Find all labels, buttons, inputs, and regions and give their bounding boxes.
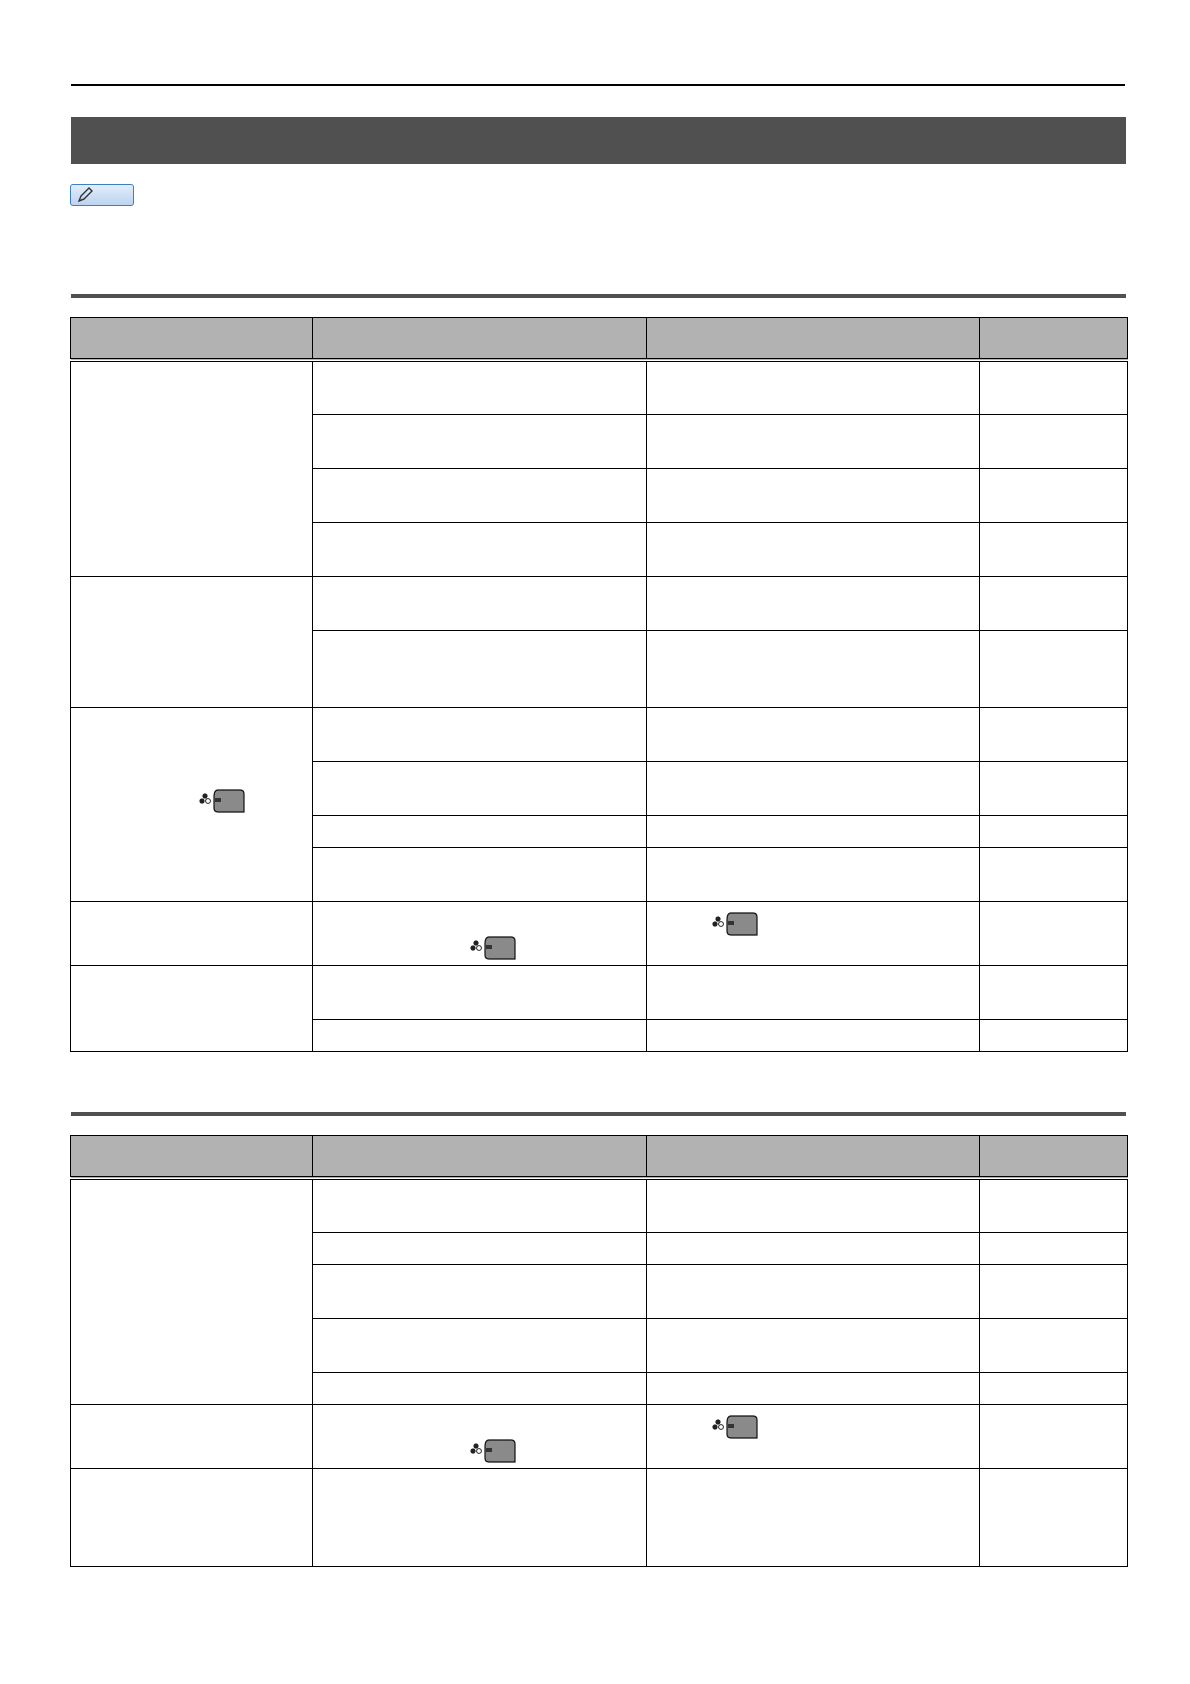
table-cell bbox=[647, 468, 980, 522]
table-cell bbox=[980, 815, 1128, 847]
table-cell bbox=[313, 847, 647, 901]
column-header bbox=[980, 1136, 1128, 1179]
table-cell bbox=[647, 815, 980, 847]
table-cell bbox=[647, 901, 980, 965]
section-2-table bbox=[70, 1135, 1128, 1567]
table-cell bbox=[313, 1232, 647, 1264]
table-cell bbox=[980, 847, 1128, 901]
table-cell bbox=[980, 761, 1128, 815]
table-row bbox=[71, 1468, 1128, 1566]
memo-badge bbox=[70, 184, 134, 206]
column-header bbox=[313, 1136, 647, 1179]
group-label bbox=[71, 965, 313, 1051]
table-cell bbox=[647, 847, 980, 901]
table-cell bbox=[647, 522, 980, 576]
table-cell bbox=[647, 1178, 980, 1232]
table-cell bbox=[980, 1264, 1128, 1318]
table-cell bbox=[647, 1468, 980, 1566]
table-cell bbox=[313, 815, 647, 847]
section-1-table bbox=[70, 317, 1128, 1052]
table-cell bbox=[313, 414, 647, 468]
table-cell bbox=[313, 360, 647, 414]
table-cell bbox=[980, 630, 1128, 707]
table-cell bbox=[647, 1019, 980, 1051]
table-cell bbox=[980, 468, 1128, 522]
table-row bbox=[71, 576, 1128, 630]
table-cell bbox=[980, 1178, 1128, 1232]
table-cell bbox=[647, 965, 980, 1019]
table-cell bbox=[980, 1318, 1128, 1372]
group-label bbox=[71, 1178, 313, 1404]
group-label bbox=[71, 360, 313, 576]
column-header bbox=[313, 318, 647, 361]
table-row bbox=[71, 901, 1128, 965]
table-row bbox=[71, 1404, 1128, 1468]
table-cell bbox=[980, 965, 1128, 1019]
fax-start-button-icon bbox=[197, 786, 247, 814]
fax-start-button-icon bbox=[468, 933, 518, 961]
table-cell bbox=[980, 1232, 1128, 1264]
table-cell bbox=[647, 360, 980, 414]
table-cell bbox=[313, 707, 647, 761]
fax-start-button-icon bbox=[710, 909, 760, 937]
section-2-rule bbox=[71, 1112, 1126, 1116]
table-cell bbox=[980, 522, 1128, 576]
table-cell bbox=[980, 1404, 1128, 1468]
table-cell bbox=[647, 1264, 980, 1318]
pencil-memo-icon bbox=[75, 187, 95, 203]
table-cell bbox=[313, 965, 647, 1019]
table-cell bbox=[647, 707, 980, 761]
group-label bbox=[71, 1404, 313, 1468]
table-row bbox=[71, 965, 1128, 1019]
column-header bbox=[71, 1136, 313, 1179]
table-row bbox=[71, 707, 1128, 761]
group-label bbox=[71, 576, 313, 707]
table-cell bbox=[980, 1019, 1128, 1051]
fax-start-button-icon bbox=[468, 1436, 518, 1464]
table-cell bbox=[647, 1318, 980, 1372]
table-cell bbox=[313, 1468, 647, 1566]
table-cell bbox=[980, 360, 1128, 414]
table-cell bbox=[313, 630, 647, 707]
table-cell bbox=[647, 1372, 980, 1404]
header-rule bbox=[71, 84, 1125, 86]
table-row bbox=[71, 360, 1128, 414]
table-cell bbox=[313, 901, 647, 965]
table-cell bbox=[313, 468, 647, 522]
table-cell bbox=[313, 1178, 647, 1232]
group-label bbox=[71, 901, 313, 965]
table-cell bbox=[647, 414, 980, 468]
table-cell bbox=[647, 576, 980, 630]
page-title-bar bbox=[71, 117, 1126, 164]
column-header bbox=[980, 318, 1128, 361]
table-row bbox=[71, 1178, 1128, 1232]
table-header-row bbox=[71, 1136, 1128, 1179]
column-header bbox=[647, 318, 980, 361]
table-cell bbox=[647, 630, 980, 707]
table-cell bbox=[313, 1019, 647, 1051]
section-1-rule bbox=[71, 294, 1126, 298]
table-cell bbox=[647, 761, 980, 815]
table-cell bbox=[313, 1318, 647, 1372]
table-header-row bbox=[71, 318, 1128, 361]
table-cell bbox=[313, 1264, 647, 1318]
fax-start-button-icon bbox=[710, 1412, 760, 1440]
table-cell bbox=[980, 1468, 1128, 1566]
table-cell bbox=[980, 1372, 1128, 1404]
table-cell bbox=[313, 1372, 647, 1404]
table-cell bbox=[980, 901, 1128, 965]
table-cell bbox=[647, 1404, 980, 1468]
group-label-cell bbox=[71, 707, 313, 901]
column-header bbox=[647, 1136, 980, 1179]
table-cell bbox=[647, 1232, 980, 1264]
table-cell bbox=[313, 1404, 647, 1468]
table-cell bbox=[313, 576, 647, 630]
table-cell bbox=[313, 522, 647, 576]
table-cell bbox=[313, 761, 647, 815]
column-header bbox=[71, 318, 313, 361]
table-cell bbox=[980, 707, 1128, 761]
table-cell bbox=[980, 576, 1128, 630]
group-label bbox=[71, 1468, 313, 1566]
table-cell bbox=[980, 414, 1128, 468]
